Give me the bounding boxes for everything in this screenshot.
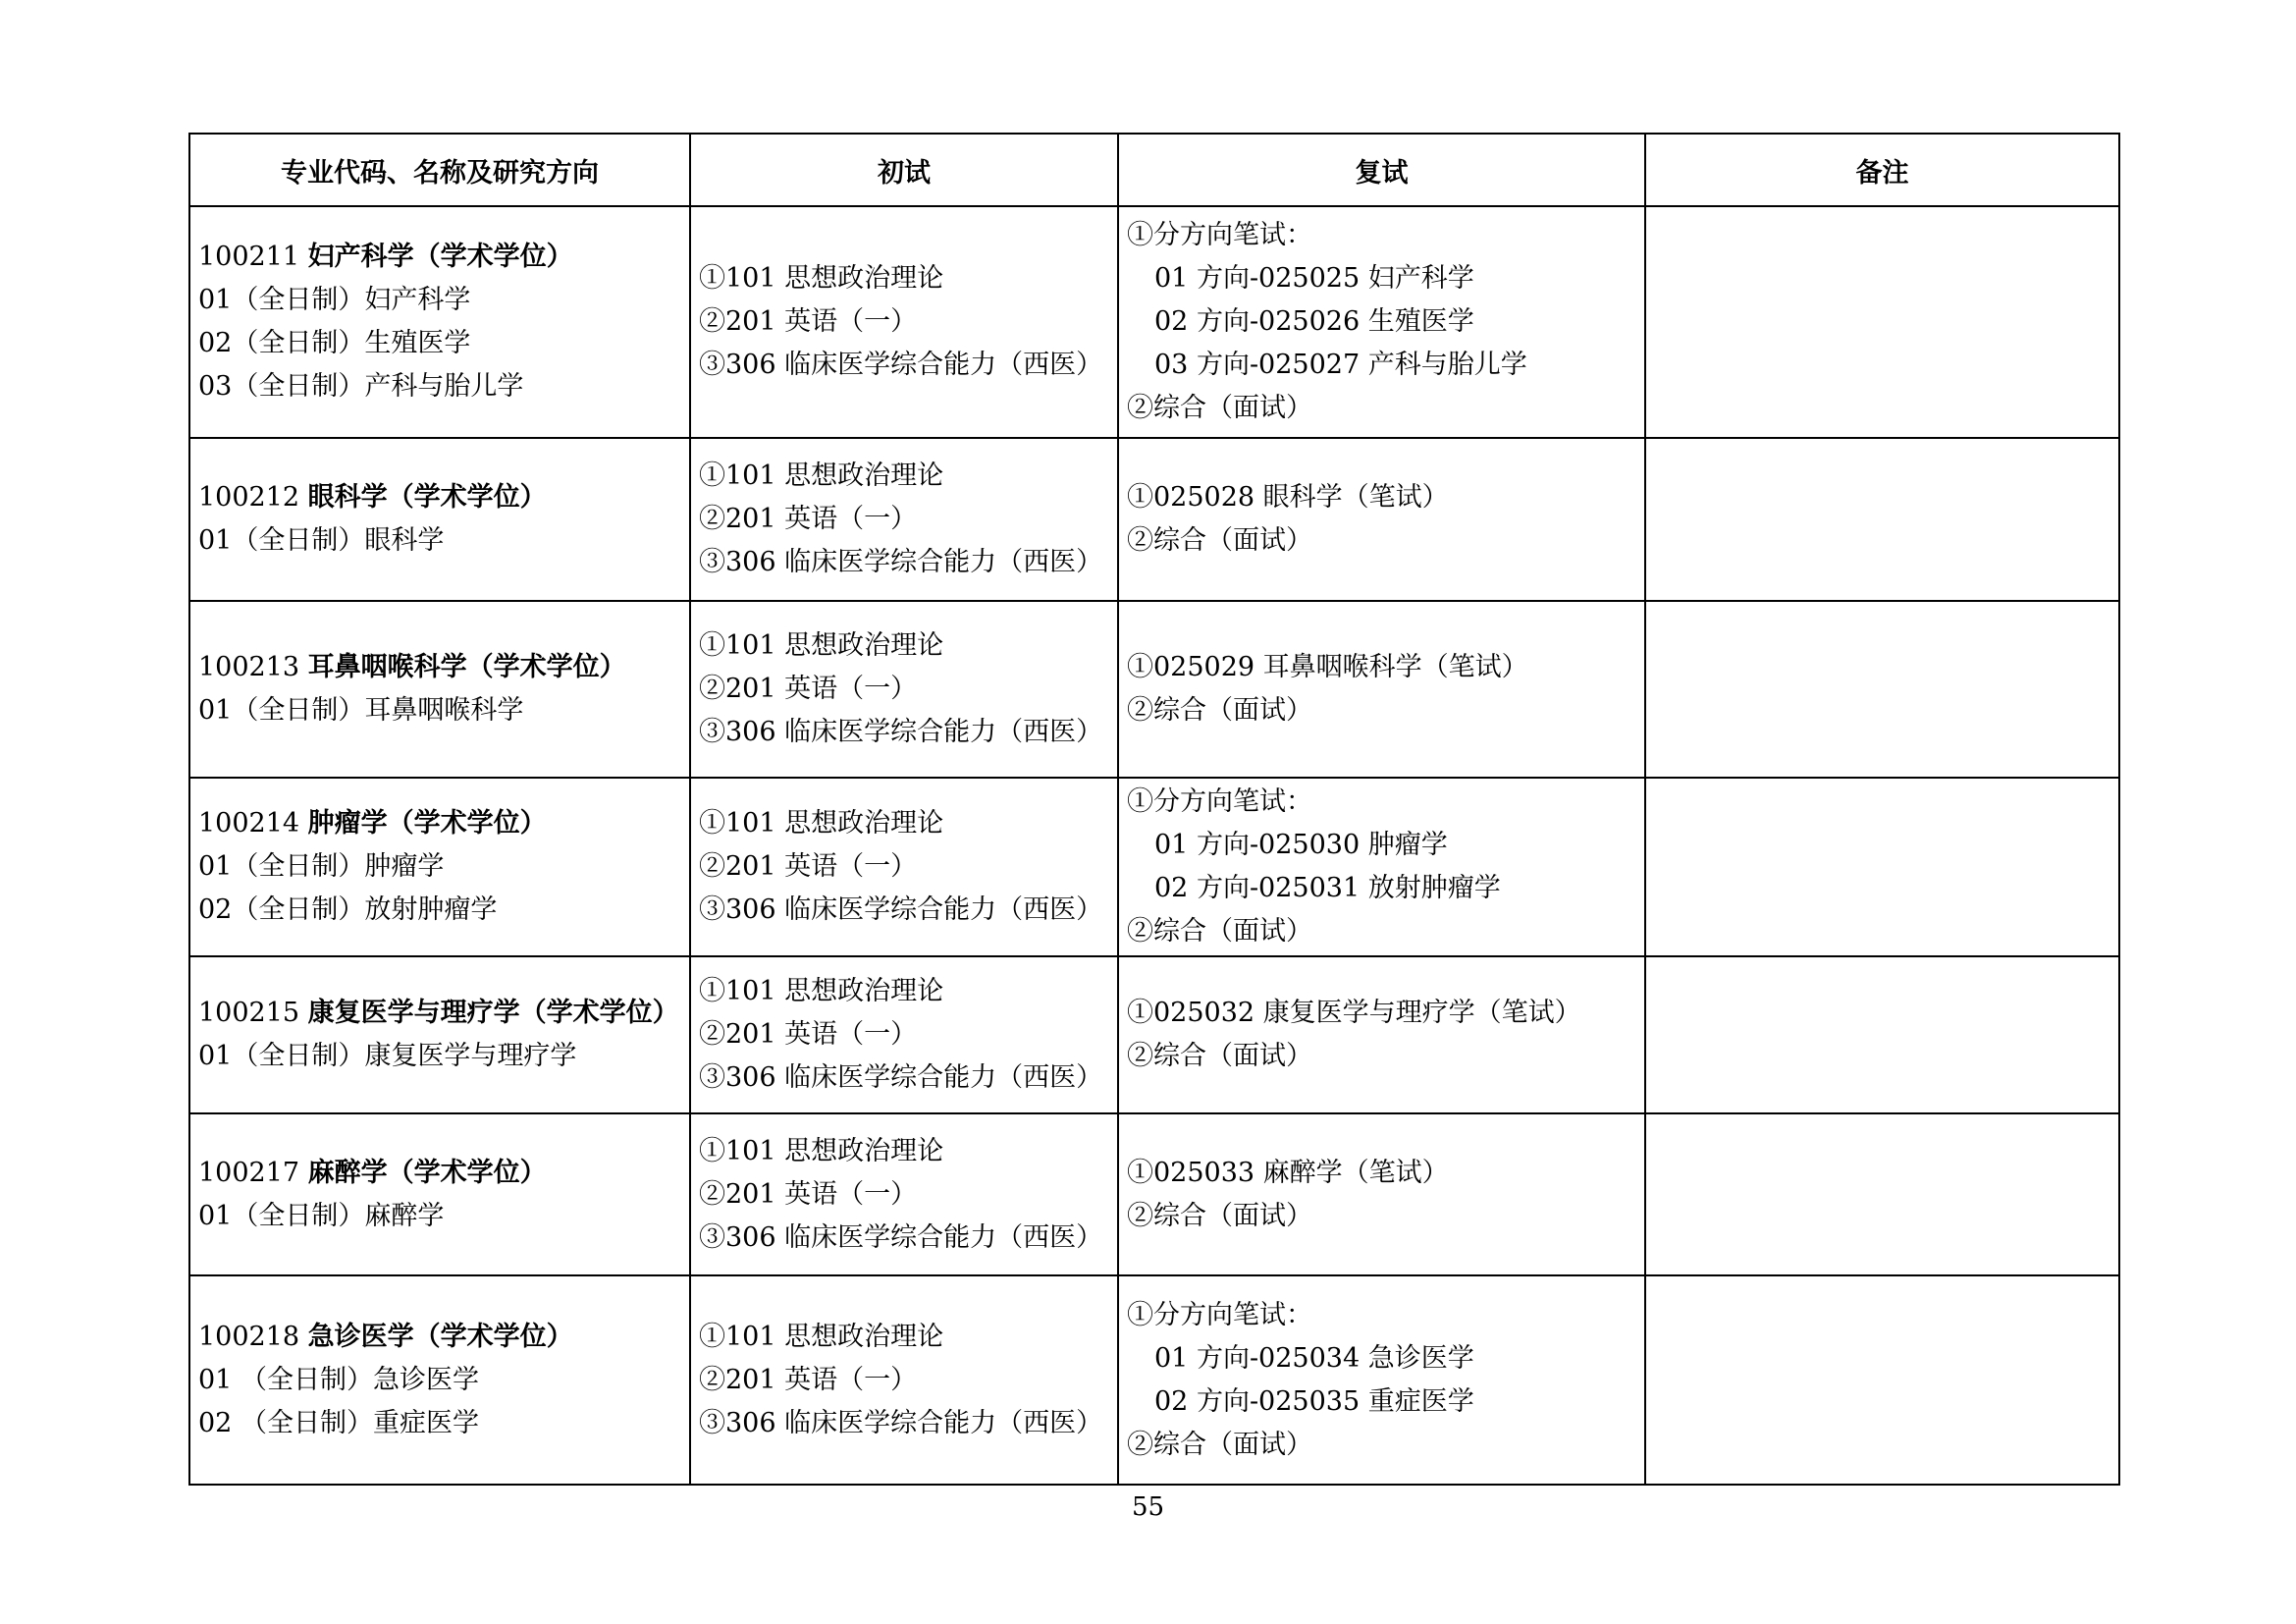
major-title (198, 476, 689, 519)
exam-subject: ③306 临床医学综合能力（西医） (699, 717, 1103, 747)
direction: 01（全日制）肿瘤学 (198, 851, 445, 882)
exam-subject: ③306 临床医学综合能力（西医） (699, 547, 1103, 577)
major-title (198, 1152, 689, 1195)
retest-item: ②综合（面试） (1127, 1200, 1312, 1231)
exam-subject: ②201 英语（一） (699, 504, 918, 534)
major-title (198, 236, 689, 279)
major-code: 100215 (198, 998, 300, 1028)
exam-subject: ①101 思想政治理论 (699, 263, 944, 294)
table-row (189, 1275, 2119, 1485)
remarks-cell (1645, 438, 2119, 601)
exam-subject: ③306 临床医学综合能力（西医） (699, 1062, 1103, 1093)
direction: 02 （全日制）重症医学 (198, 1407, 479, 1438)
direction: 01（全日制）眼科学 (198, 525, 445, 556)
header-row (189, 134, 2119, 206)
table-row (189, 206, 2119, 438)
exam-subject: ②201 英语（一） (699, 306, 918, 337)
retest-item: 01 方向-025030 肿瘤学 (1154, 830, 1448, 860)
initial-exam-cell (690, 778, 1118, 956)
exam-subject: ②201 英语（一） (699, 1364, 918, 1395)
header-initial-exam: 初试 (690, 134, 1118, 206)
direction: 01（全日制）康复医学与理疗学 (198, 1041, 577, 1071)
retest-item: ②综合（面试） (1127, 393, 1312, 423)
major-cell (189, 1113, 690, 1275)
retest-item: 02 方向-025026 生殖医学 (1154, 306, 1474, 337)
major-title (198, 802, 689, 845)
retest-cell (1118, 601, 1645, 778)
exam-subject: ①101 思想政治理论 (699, 630, 944, 661)
retest-item: ①025032 康复医学与理疗学（笔试） (1127, 998, 1581, 1028)
table-row (189, 601, 2119, 778)
retest-item: ②综合（面试） (1127, 1041, 1312, 1071)
remarks-cell (1645, 778, 2119, 956)
initial-exam-cell (690, 956, 1118, 1113)
retest-item: ②综合（面试） (1127, 1429, 1312, 1460)
major-name: 耳鼻咽喉科学（学术学位） (307, 652, 626, 682)
direction: 01（全日制）耳鼻咽喉科学 (198, 695, 524, 726)
exam-subject: ①101 思想政治理论 (699, 976, 944, 1006)
retest-item: ①025033 麻醉学（笔试） (1127, 1157, 1449, 1188)
direction: 03（全日制）产科与胎儿学 (198, 371, 524, 402)
remarks-cell (1645, 956, 2119, 1113)
retest-cell (1118, 778, 1645, 956)
exam-subject: ③306 临床医学综合能力（西医） (699, 350, 1103, 380)
direction: 02（全日制）生殖医学 (198, 328, 471, 358)
initial-exam-cell (690, 1275, 1118, 1485)
major-cell (189, 1275, 690, 1485)
major-cell (189, 956, 690, 1113)
major-name: 眼科学（学术学位） (307, 482, 547, 513)
initial-exam-cell (690, 438, 1118, 601)
major-name: 麻醉学（学术学位） (307, 1157, 547, 1188)
retest-cell (1118, 956, 1645, 1113)
retest-item: ②综合（面试） (1127, 695, 1312, 726)
table-row (189, 778, 2119, 956)
major-name: 康复医学与理疗学（学术学位） (307, 998, 679, 1028)
major-cell (189, 778, 690, 956)
retest-item: 01 方向-025025 妇产科学 (1154, 263, 1474, 294)
exam-subject: ③306 临床医学综合能力（西医） (699, 1407, 1103, 1438)
exam-subject: ①101 思想政治理论 (699, 1321, 944, 1352)
major-code: 100213 (198, 652, 300, 682)
major-name: 妇产科学（学术学位） (307, 242, 573, 272)
major-title (198, 646, 689, 689)
major-code: 100211 (198, 242, 300, 272)
retest-item: 02 方向-025031 放射肿瘤学 (1154, 873, 1501, 903)
direction: 02（全日制）放射肿瘤学 (198, 894, 498, 925)
initial-exam-cell (690, 601, 1118, 778)
retest-item: ①分方向笔试： (1127, 1299, 1312, 1330)
header-remarks: 备注 (1645, 134, 2119, 206)
major-code: 100214 (198, 808, 300, 839)
exam-subject: ②201 英语（一） (699, 1178, 918, 1210)
major-code: 100212 (198, 482, 300, 513)
retest-item: ①025028 眼科学（笔试） (1127, 482, 1449, 513)
exam-subject: ①101 思想政治理论 (699, 1135, 944, 1166)
direction: 01 （全日制）急诊医学 (198, 1364, 479, 1395)
header-retest: 复试 (1118, 134, 1645, 206)
table-row (189, 1113, 2119, 1275)
retest-cell (1118, 438, 1645, 601)
exam-subject: ①101 思想政治理论 (699, 808, 944, 839)
retest-item: 03 方向-025027 产科与胎儿学 (1154, 350, 1527, 380)
retest-cell (1118, 1275, 1645, 1485)
retest-item: ②综合（面试） (1127, 525, 1312, 556)
exam-subject: ③306 临床医学综合能力（西医） (699, 894, 1103, 925)
major-cell (189, 601, 690, 778)
retest-item: ①分方向笔试： (1127, 220, 1312, 250)
major-title (198, 992, 689, 1035)
major-code: 100217 (198, 1157, 300, 1188)
retest-item: 02 方向-025035 重症医学 (1154, 1385, 1474, 1417)
retest-item: ①025029 耳鼻咽喉科学（笔试） (1127, 652, 1528, 682)
table-row (189, 438, 2119, 601)
major-name: 急诊医学（学术学位） (307, 1321, 573, 1352)
header-major: 专业代码、名称及研究方向 (189, 134, 690, 206)
exam-subject: ②201 英语（一） (699, 674, 918, 704)
page-number: 55 (1131, 1492, 1165, 1522)
retest-item: ②综合（面试） (1127, 916, 1312, 947)
retest-item: 01 方向-025034 急诊医学 (1154, 1342, 1474, 1374)
exam-subject: ③306 临床医学综合能力（西医） (699, 1221, 1103, 1253)
remarks-cell (1645, 206, 2119, 438)
exam-subject: ②201 英语（一） (699, 851, 918, 882)
retest-cell (1118, 1113, 1645, 1275)
exam-subject: ①101 思想政治理论 (699, 460, 944, 491)
direction: 01（全日制）麻醉学 (198, 1200, 445, 1231)
major-cell (189, 206, 690, 438)
table-row (189, 956, 2119, 1113)
initial-exam-cell (690, 1113, 1118, 1275)
remarks-cell (1645, 1275, 2119, 1485)
direction: 01（全日制）妇产科学 (198, 285, 471, 315)
major-cell (189, 438, 690, 601)
exam-subject: ②201 英语（一） (699, 1019, 918, 1050)
admissions-table (188, 133, 2120, 1486)
initial-exam-cell (690, 206, 1118, 438)
retest-cell (1118, 206, 1645, 438)
major-code: 100218 (198, 1321, 300, 1352)
remarks-cell (1645, 1113, 2119, 1275)
remarks-cell (1645, 601, 2119, 778)
major-name: 肿瘤学（学术学位） (307, 808, 547, 839)
retest-item: ①分方向笔试： (1127, 786, 1312, 817)
major-title (198, 1316, 689, 1359)
